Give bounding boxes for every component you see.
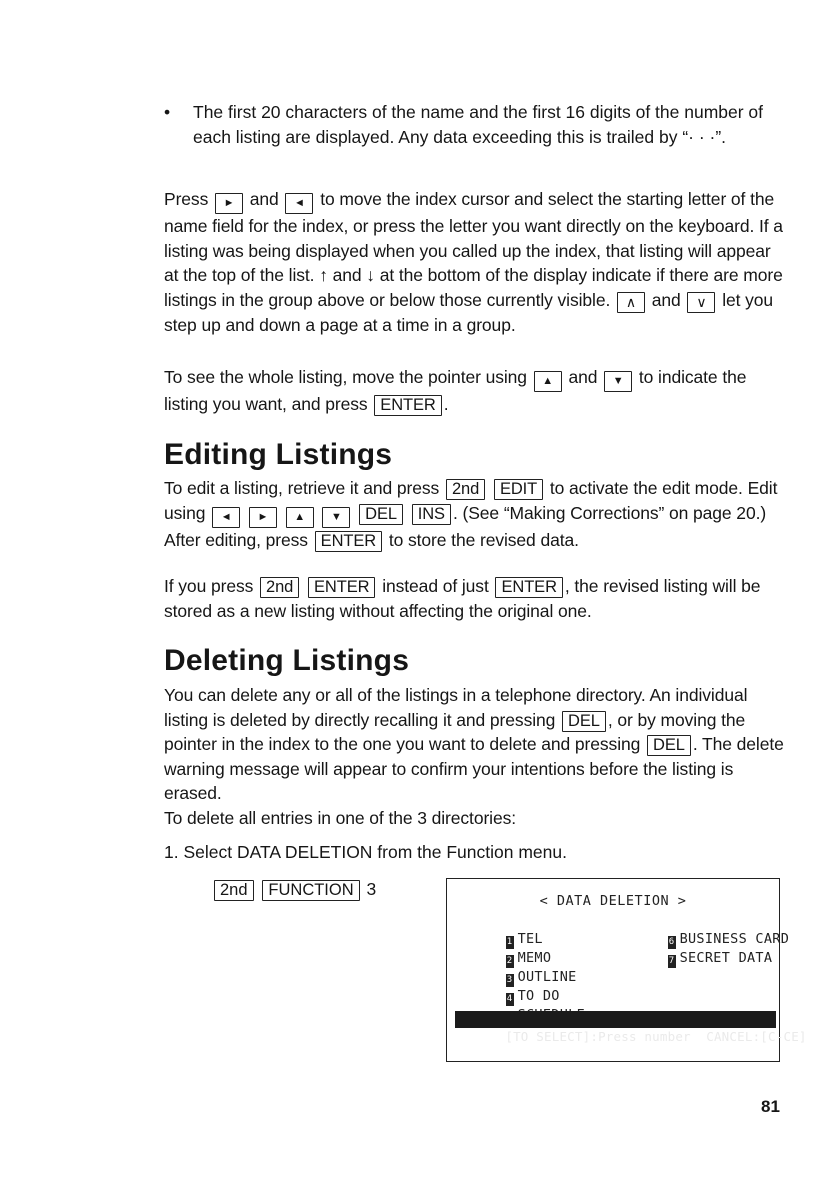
- enter-key: ENTER: [374, 395, 441, 416]
- menu-item-label: TEL: [517, 931, 543, 947]
- down-key: ▼: [322, 507, 350, 528]
- deleting-all-intro: To delete all entries in one of the 3 directories:: [164, 808, 517, 828]
- editing-new-listing-paragraph: [164, 574, 784, 623]
- deleting-heading: Deleting Listings: [164, 644, 410, 677]
- function-key: FUNCTION: [262, 880, 359, 901]
- enter-key: ENTER: [308, 577, 375, 598]
- text-run: To edit a listing, retrieve it and press: [164, 478, 440, 498]
- up-arrow-icon: ↑: [319, 265, 328, 285]
- pointer-paragraph: [164, 365, 784, 417]
- text-run: , or by moving the pointer in the index to the one you want to delete and pressing: [164, 709, 746, 754]
- text-run: Press: [164, 189, 209, 209]
- 2nd-key: 2nd: [214, 880, 254, 901]
- deleting-paragraph: [164, 683, 784, 806]
- right-arrow-key: ►: [249, 507, 277, 528]
- number-badge: 1: [506, 937, 513, 947]
- text-run: You can delete any or all of the listings in a telephone directory. An individual listing is deleted by directly recalling it and pressing: [164, 685, 748, 730]
- menu-item-label: TO DO: [517, 988, 560, 1004]
- editing-heading: Editing Listings: [164, 438, 393, 471]
- left-arrow-key: ◄: [212, 507, 240, 528]
- step-1: 1. Select DATA DELETION from the Function menu.: [164, 842, 567, 862]
- text-run: let you step up and down a page at a time in a group.: [164, 289, 774, 335]
- editing-paragraph: [164, 476, 784, 552]
- text-run: .: [443, 394, 449, 414]
- number-badge: 4: [506, 994, 513, 1004]
- edit-key: EDIT: [494, 479, 543, 500]
- lcd-screen: [446, 878, 807, 1062]
- text-run: If you press: [164, 576, 254, 596]
- up-key: ▲: [534, 371, 562, 392]
- text-run: , the revised listing will be stored as a new listing without affecting the original one.: [164, 576, 761, 621]
- text-run: to indicate the listing you want, and press: [164, 367, 747, 414]
- del-key: DEL: [562, 711, 606, 732]
- text-run: To see the whole listing, move the pointer using: [164, 367, 527, 387]
- enter-key: ENTER: [315, 531, 382, 552]
- text-run: at the bottom of the display indicate if there are more listings in the group above or below those currently visible.: [164, 265, 783, 310]
- down-key: ▼: [604, 371, 632, 392]
- key-sequence: [212, 877, 376, 901]
- del-key: DEL: [647, 735, 691, 756]
- number-badge: 2: [506, 956, 513, 966]
- bullet-dot: •: [164, 102, 171, 122]
- text-run: . The delete warning message will appear to confirm your intentions before the listing is erased.: [164, 734, 784, 803]
- number-badge: 6: [668, 937, 675, 947]
- text-run: . (See “Making Corrections” on page 20.) After editing, press: [164, 502, 767, 550]
- key-number: 3: [366, 879, 377, 899]
- text-run: and: [249, 189, 279, 209]
- text-run: and: [332, 265, 362, 285]
- bullet-text: The first 20 characters of the name and the first 16 digits of the number of each listing are displayed. Any data exceeding this is trailed by “· · ·”.: [193, 102, 764, 147]
- down-arrow-icon: ↓: [366, 265, 375, 285]
- text-run: and: [568, 367, 598, 387]
- 2nd-key: 2nd: [446, 479, 485, 500]
- text-run: and: [651, 289, 681, 310]
- right-arrow-key: ►: [215, 193, 243, 214]
- del-key: DEL: [359, 504, 403, 525]
- up-key: ▲: [286, 507, 314, 528]
- enter-key: ENTER: [495, 577, 562, 598]
- ins-key: INS: [412, 504, 451, 525]
- menu-item-label: OUTLINE: [517, 969, 577, 985]
- number-badge: 7: [668, 956, 675, 966]
- menu-item-label: MEMO: [517, 950, 552, 966]
- index-paragraph: [164, 187, 784, 337]
- menu-item-label: SECRET DATA: [679, 950, 773, 966]
- page-down-key: ∨: [687, 292, 715, 313]
- text-run: to activate the edit mode. Edit using: [164, 478, 778, 523]
- text-run: instead of just: [382, 576, 489, 596]
- page-number: 81: [761, 1097, 780, 1116]
- page-up-key: ∧: [617, 292, 645, 313]
- text-run: to store the revised data.: [388, 529, 579, 550]
- number-badge: 3: [506, 975, 513, 985]
- status-bar: [455, 1011, 807, 1044]
- 2nd-key: 2nd: [260, 577, 299, 598]
- bullet-note: [164, 100, 774, 149]
- status-text: [TO SELECT]:Press number CANCEL:[C-CE]: [505, 1029, 807, 1044]
- menu-item-label: BUSINESS CARD: [679, 931, 790, 947]
- text-run: to move the index cursor and select the starting letter of the name field for the index, or press the letter you want directly on the keyboard. If a listing was being displayed when you called up the index, that listing will appear at the top of the list.: [164, 189, 783, 285]
- screen-title: < DATA DELETION >: [539, 893, 687, 909]
- left-arrow-key: ◄: [285, 193, 313, 214]
- menu-item-secret-data: [617, 934, 772, 984]
